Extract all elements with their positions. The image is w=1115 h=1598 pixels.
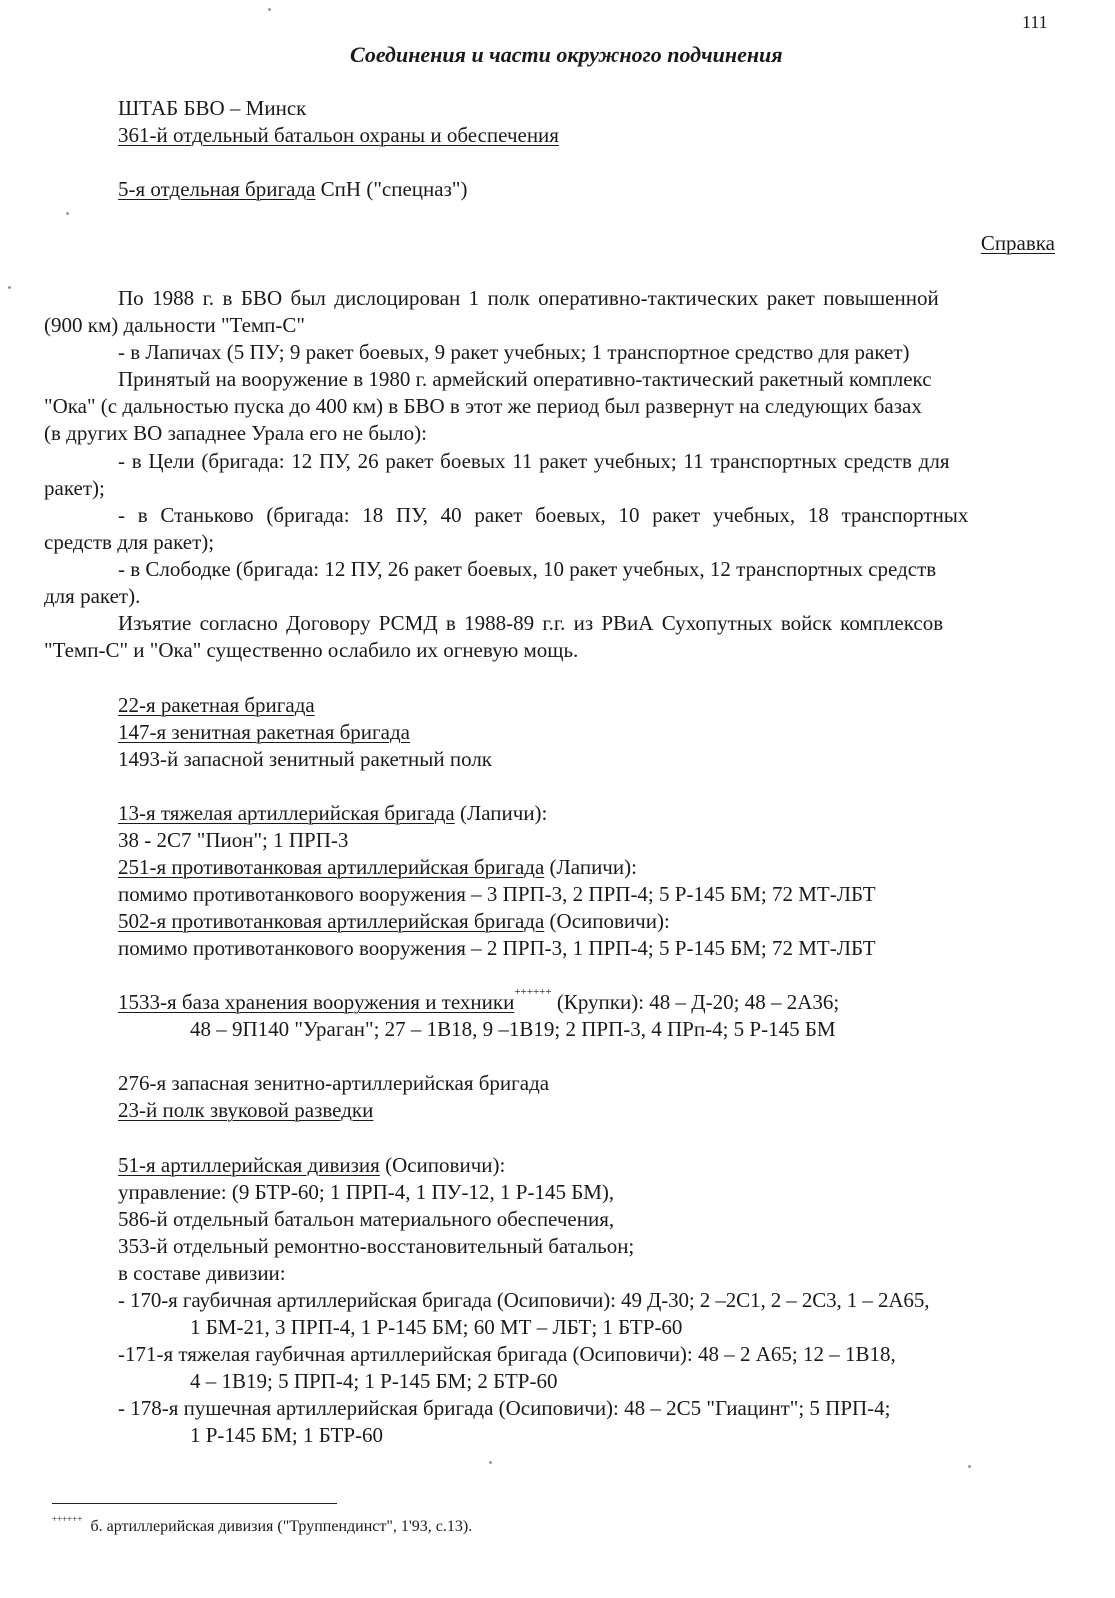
artillery-division-51-name: 51-я артиллерийская дивизия [118,1153,380,1177]
at-artillery-brigade-251-name: 251-я противотанковая артиллерийская бригада [118,855,545,879]
footnote-text: б. артиллерийская дивизия ("Труппендинст", 1'93, с.13). [90,1518,473,1535]
scan-speck [268,8,271,11]
hq-line: ШТАБ БВО – Минск [118,96,307,120]
para-1-line-1: По 1988 г. в БВО был дислоцирован 1 полк оперативно-тактических ракет повышенной [118,286,939,310]
rocket-brigade-22: 22-я ракетная бригада [118,693,315,717]
division-composition-label: в составе дивизии: [118,1261,286,1285]
artillery-division-51 [118,1153,505,1178]
scan-speck [489,1461,492,1464]
page-heading: Соединения и части окружного подчинения [350,42,783,67]
heavy-howitzer-brigade-171: -171-я тяжелая гаубичная артиллерийская бригада (Осиповичи): 48 – 2 А65; 12 – 1В18, [118,1342,896,1366]
sound-recon-regiment-23: 23-й полк звуковой разведки [118,1098,374,1122]
scan-speck [8,286,11,289]
para-5-line-2: средств для ракет); [44,530,215,554]
battalion-line: 361-й отдельный батальон охраны и обеспечения [118,123,559,147]
storage-base-1533-name: 1533-я база хранения вооружения и техники [118,990,515,1014]
para-6-line-2: для ракет). [44,584,141,608]
aa-rocket-brigade-147: 147-я зенитная ракетная бригада [118,720,410,744]
storage-base-1533-equipment: 48 – 9П140 "Ураган"; 27 – 1В18, 9 –1В19; 2 ПРП-3, 4 ПРп-4; 5 Р-145 БМ [190,1017,836,1041]
heavy-artillery-brigade-13-name: 13-я тяжелая артиллерийская бригада [118,801,455,825]
heavy-artillery-brigade-13-equipment: 38 - 2С7 "Пион"; 1 ПРП-3 [118,828,349,852]
scan-speck [968,1465,971,1468]
para-5-line-1: - в Станьково (бригада: 18 ПУ, 40 ракет боевых, 10 ракет учебных, 18 транспортных [118,503,969,527]
spetsnaz-line [118,177,467,202]
heavy-artillery-brigade-13-location: (Лапичи): [454,801,548,825]
gun-brigade-178-equipment: 1 Р-145 БМ; 1 БТР-60 [190,1423,384,1447]
howitzer-brigade-170-equipment: 1 БМ-21, 3 ПРП-4, 1 Р-145 БМ; 60 МТ – ЛБТ; 1 БТР-60 [190,1315,683,1339]
para-3-line-3: (в других ВО западнее Урала его не было): [44,421,427,445]
page-number: 111 [1022,12,1048,32]
division-command-line: управление: (9 БТР-60; 1 ПРП-4, 1 ПУ-12, 1 Р-145 БМ), [118,1180,615,1204]
footnote [52,1514,473,1536]
scan-speck [66,212,69,215]
at-artillery-brigade-251-equipment: помимо противотанкового вооружения – 3 ПРП-3, 2 ПРП-4; 5 Р-145 БМ; 72 МТ-ЛБТ [118,882,876,906]
heavy-howitzer-brigade-171-equipment: 4 – 1В19; 5 ПРП-4; 1 Р-145 БМ; 2 БТР-60 [190,1369,558,1393]
para-1-line-2: (900 км) дальности "Темп-С" [44,313,305,337]
para-6-line-1: - в Слободке (бригада: 12 ПУ, 26 ракет боевых, 10 ракет учебных, 12 транспортных средств [118,557,937,581]
at-artillery-brigade-502-name: 502-я противотанковая артиллерийская бригада [118,909,545,933]
spetsnaz-brigade-suffix: СпН ("спецназ") [315,177,468,201]
para-7-line-1: Изъятие согласно Договору РСМД в 1988-89 г.г. из РВиА Сухопутных войск комплексов [118,611,944,635]
para-4-line-1: - в Цели (бригада: 12 ПУ, 26 ракет боевых 11 ракет учебных; 11 транспортных средств для [118,449,950,473]
storage-base-1533-detail: (Крупки): 48 – Д-20; 48 – 2А36; [551,990,840,1014]
repair-battalion-353: 353-й отдельный ремонтно-восстановительный батальон; [118,1234,635,1258]
at-artillery-brigade-502-equipment: помимо противотанкового вооружения – 2 ПРП-3, 1 ПРП-4; 5 Р-145 БМ; 72 МТ-ЛБТ [118,936,876,960]
supply-battalion-586: 586-й отдельный батальон материального обеспечения, [118,1207,615,1231]
aa-rocket-regiment-1493: 1493-й запасной зенитный ракетный полк [118,747,493,771]
artillery-division-51-location: (Осиповичи): [379,1153,506,1177]
at-artillery-brigade-502-location: (Осиповичи): [544,909,670,933]
para-3-line-1: Принятый на вооружение в 1980 г. армейский оперативно-тактический ракетный комплекс [118,367,932,391]
footnote-reference: ++++++ [514,986,552,998]
gun-brigade-178: - 178-я пушечная артиллерийская бригада (Осиповичи): 48 – 2С5 "Гиацинт"; 5 ПРП-4; [118,1396,891,1420]
spravka-heading: Справка [980,231,1055,255]
footnote-marker: ++++++ [52,1514,83,1524]
aa-artillery-brigade-276: 276-я запасная зенитно-артиллерийская бригада [118,1071,550,1095]
para-4-line-2: ракет); [44,476,105,500]
para-3-line-2: "Ока" (с дальностью пуска до 400 км) в БВО в этот же период был развернут на следующих базах [44,394,922,418]
howitzer-brigade-170: - 170-я гаубичная артиллерийская бригада (Осиповичи): 49 Д-30; 2 –2С1, 2 – 2С3, 1 – 2А65, [118,1288,930,1312]
at-artillery-brigade-251 [118,855,637,880]
storage-base-1533 [118,986,840,1015]
footnote-divider [52,1503,337,1504]
at-artillery-brigade-502 [118,909,670,934]
at-artillery-brigade-251-location: (Лапичи): [544,855,637,879]
para-2-line: - в Лапичах (5 ПУ; 9 ракет боевых, 9 ракет учебных; 1 транспортное средство для ракет) [118,340,910,364]
spetsnaz-brigade-link: 5-я отдельная бригада [118,177,316,201]
para-7-line-2: "Темп-С" и "Ока" существенно ослабило их огневую мощь. [44,638,579,662]
heavy-artillery-brigade-13 [118,801,547,826]
